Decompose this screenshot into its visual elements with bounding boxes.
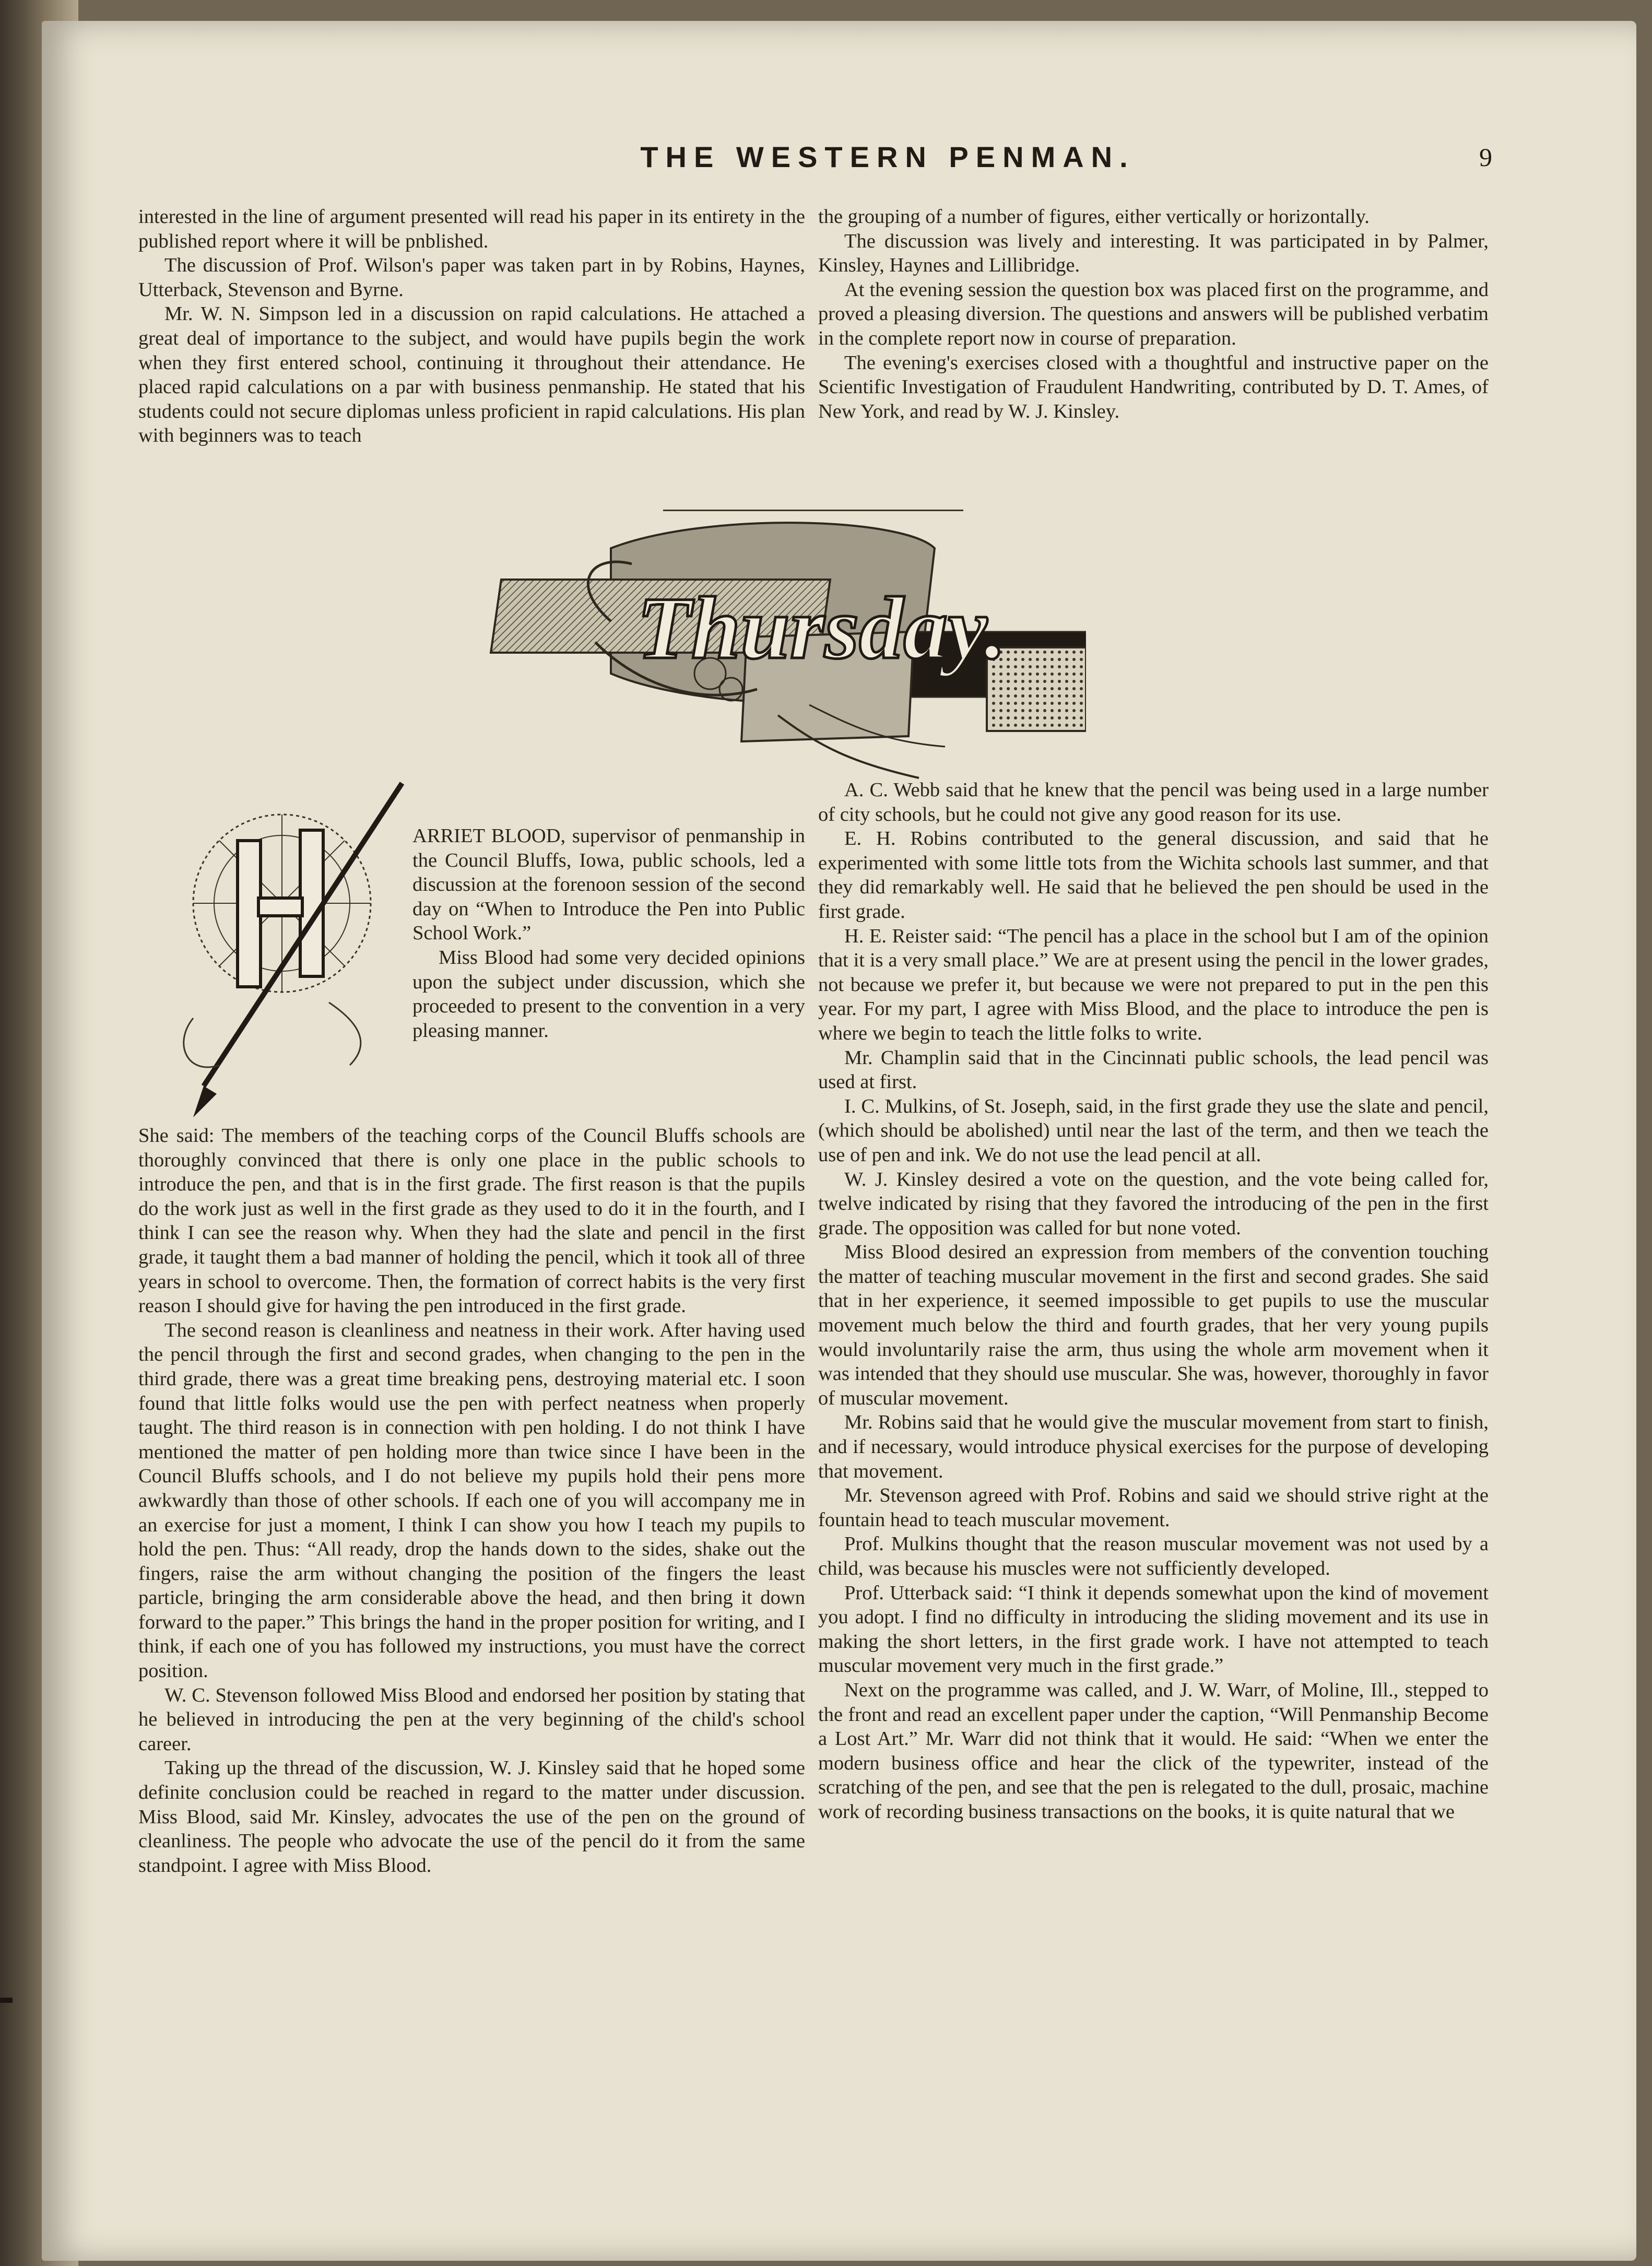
paragraph: Mr. Robins said that he would give the muscular movement from start to finish, and if necessary, would introduce physical exercises for the purpose of developing that movement. bbox=[818, 1411, 1489, 1482]
paragraph: The second reason is cleanliness and neatness in their work. After having used the pencil through the first and second grades, when changing to the pen in the third grade, there was a great time breaking pens, destroying material etc. I soon found that little folks would use the pen with perfect neatness when properly taught. The third reason is in connection with pen holding. I do not think I have mentioned the matter of pen holding more than twice since I have been in the Council Bluffs schools, and I do not believe my pupils hold their pens more awkwardly than those of other schools. If each one of you will accompany me in an exercise for just a moment, I think I can show you how I teach my pupils to hold the pen. Thus: “All ready, drop the hands down to the sides, shake out the fingers, raise the arm without changing the position of the fingers the least particle, bringing the arm considerable above the head, and then bring it down forward to the paper.” This brings the hand in the proper position for writing, and I think, if each one of you has followed my instructions, you must have the correct position. bbox=[138, 1319, 805, 1682]
paragraph: ARRIET BLOOD, supervisor of penmanship in the Council Bluffs, Iowa, public schools, led a discussion at the forenoon session of the second day on “When to Introduce the Pen into Public School Work.” bbox=[412, 825, 805, 945]
paragraph: Taking up the thread of the discussion, W. J. Kinsley said that he hoped some definite conclusion could be reached in regard to the matter under discussion. Miss Blood, said Mr. Kinsley, advocates the use of the pen on the ground of cleanliness. The people who advocate the use of the pencil do it from the same standpoint. I agree with Miss Blood. bbox=[138, 1757, 805, 1876]
paragraph: interested in the line of argument presented will read his paper in its entirety in the published report where it will be pnblished. bbox=[138, 206, 805, 252]
section-divider bbox=[663, 510, 963, 511]
paragraph: H. E. Reister said: “The pencil has a place in the school but I am of the opinion that it is a very small place.” We are at present using the pencil in the lower grades, not because we prefer it, but because we were not prepared to put in the pen this year. For my part, I agree with Miss Blood, and the place to introduce the pen is where we begin to teach the little folks to write. bbox=[818, 925, 1489, 1044]
paragraph: Prof. Mulkins thought that the reason muscular movement was not used by a child, was because his muscles were not sufficiently developed. bbox=[818, 1533, 1489, 1579]
paragraph: Mr. Stevenson agreed with Prof. Robins and said we should strive right at the fountain head to teach muscular movement. bbox=[818, 1484, 1489, 1531]
ornamental-initial-h bbox=[141, 773, 433, 1128]
paragraph: The discussion was lively and interesting. It was participated in by Palmer, Kinsley, Haynes and Lillibridge. bbox=[818, 230, 1489, 277]
paragraph: Mr. W. N. Simpson led in a discussion on rapid calculations. He attached a great deal of importance to the subject, and would have pupils begin the work when they first entered school, continuing it throughout their attendance. He placed rapid calculations on a par with business penmanship. He stated that his students could not secure diplomas unless proficient in rapid calculations. His plan with beginners was to teach bbox=[138, 303, 805, 447]
paragraph: Next on the programme was called, and J. W. Warr, of Moline, Ill., stepped to the front and read an excellent paper under the caption, “Will Penmanship Become a Lost Art.” Mr. Warr did not think that it would. He said: “When we enter the modern business office and hear the click of the typewriter, instead of the scratching of the pen, and see that the pen is relegated to the dull, prosaic, machine work of recording business transactions on the books, it is quite natural that we bbox=[818, 1679, 1489, 1823]
opening-paragraph-block bbox=[412, 824, 805, 1043]
paragraph: The discussion of Prof. Wilson's paper was taken part in by Robins, Haynes, Utterback, Stevenson and Byrne. bbox=[138, 254, 805, 301]
page-number: 9 bbox=[1479, 143, 1492, 172]
paragraph: Mr. Champlin said that in the Cincinnati public schools, the lead pencil was used at first. bbox=[818, 1046, 1489, 1093]
right-column-body bbox=[818, 778, 1489, 1824]
top-left-column bbox=[138, 205, 805, 448]
banner-word: Thursday. bbox=[637, 579, 1006, 677]
thursday-banner-ornament bbox=[486, 517, 1086, 799]
paragraph: Miss Blood desired an expression from members of the convention touching the matter of teaching muscular movement in the first and second grades. She said that in her experience, it seemed impossible to get pupils to use the muscular movement much below the third and fourth grades, that her very young pupils would involuntarily raise the arm, thus using the whole arm movement when it was intended that they should use muscular. She was, however, thoroughly in favor of muscular movement. bbox=[818, 1241, 1489, 1409]
paragraph: W. J. Kinsley desired a vote on the question, and the vote being called for, twelve indicated by rising that they favored the introducing of the pen in the first grade. The opposition was called for but none voted. bbox=[818, 1168, 1489, 1239]
masthead-title: THE WESTERN PENMAN. bbox=[640, 140, 1135, 173]
paragraph: A. C. Webb said that he knew that the pencil was being used in a large number of city schools, but he could not give any good reason for its use. bbox=[818, 779, 1489, 825]
paragraph: She said: The members of the teaching corps of the Council Bluffs schools are thoroughly convinced that there is only one place in the public schools to introduce the pen, and that is in the first grade. The first reason is that the pupils do the work just as well in the first grade as they used to do it in the fourth, and I think I can see the reason why. When they had the slate and pencil in the first grade, it taught them a bad manner of holding the pencil, which it took all of three years in school to overcome. Then, the formation of correct habits is the very first reason I should give for having the pen introduced in the first grade. bbox=[138, 1125, 805, 1317]
page-edge-mark bbox=[0, 1998, 13, 2003]
paragraph: W. C. Stevenson followed Miss Blood and endorsed her position by stating that he believed in introducing the pen at the very beginning of the child's school career. bbox=[138, 1684, 805, 1755]
paragraph: At the evening session the question box was placed first on the programme, and proved a pleasing diversion. The questions and answers will be published verbatim in the complete report now in course of preparation. bbox=[818, 278, 1489, 349]
top-right-column bbox=[818, 205, 1489, 423]
paragraph: the grouping of a number of figures, either vertically or horizontally. bbox=[818, 206, 1370, 228]
paragraph: Miss Blood had some very decided opinions upon the subject under discussion, which she proceeded to present to the convention in a very pleasing manner. bbox=[412, 946, 805, 1042]
left-column-body bbox=[138, 1124, 805, 1878]
paragraph: E. H. Robins contributed to the general discussion, and said that he experimented with some little tots from the Wichita schools last summer, and that they did remarkably well. He said that he believed the pen should be used in the first grade. bbox=[818, 828, 1489, 923]
paragraph: Prof. Utterback said: “I think it depends somewhat upon the kind of movement you adopt. I find no difficulty in introducing the sliding movement and its use in making the short letters, in the first grade work. I have not attempted to teach muscular movement very much in the first grade.” bbox=[818, 1582, 1489, 1677]
paragraph: The evening's exercises closed with a thoughtful and instructive paper on the Scientific Investigation of Fraudulent Handwriting, contributed by D. T. Ames, of New York, and read by W. J. Kinsley. bbox=[818, 351, 1489, 422]
paragraph: I. C. Mulkins, of St. Joseph, said, in the first grade they use the slate and pencil, (which should be abolished) until near the last of the term, and then we teach the use of pen and ink. We do not use the lead pencil at all. bbox=[818, 1095, 1489, 1166]
